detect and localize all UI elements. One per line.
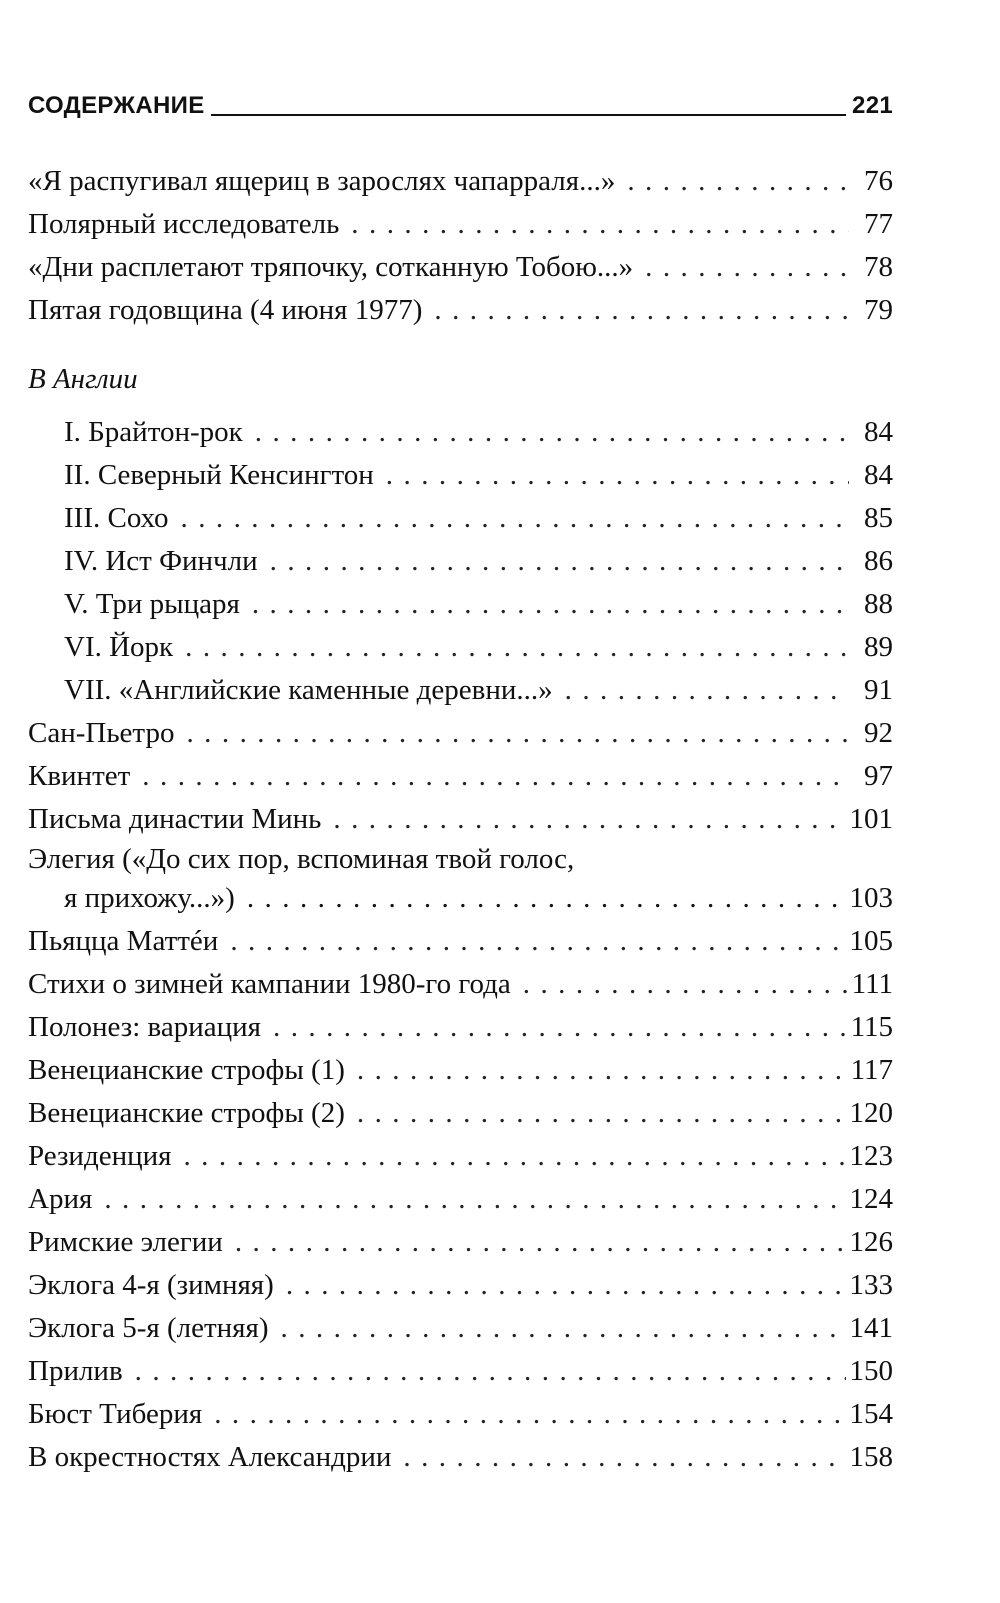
dot-leader — [273, 1006, 847, 1049]
toc-entry-page: 117 — [850, 1054, 893, 1086]
toc-entry-page: 91 — [864, 674, 893, 706]
dot-leader — [645, 246, 849, 289]
toc-entry-page: 78 — [864, 251, 893, 283]
toc-entry-page: 84 — [864, 416, 893, 448]
toc-entry[interactable] — [28, 454, 893, 497]
toc-entry[interactable] — [28, 1221, 893, 1264]
toc-entry-page: 101 — [849, 803, 893, 835]
dot-leader — [186, 712, 849, 755]
header-page-number: 221 — [852, 92, 893, 119]
toc-entry[interactable] — [28, 246, 893, 289]
dot-leader — [434, 289, 849, 332]
toc-entry[interactable] — [28, 1092, 893, 1135]
toc-entry-title: Резиденция — [28, 1140, 172, 1172]
toc-entry-page: 88 — [864, 588, 893, 620]
dot-leader — [235, 1221, 846, 1264]
toc-entry-page: 97 — [864, 760, 893, 792]
dot-leader — [230, 920, 845, 963]
dot-leader — [252, 583, 849, 626]
toc-entry[interactable] — [28, 712, 893, 755]
dot-leader — [386, 454, 849, 497]
toc-entry[interactable] — [28, 583, 893, 626]
toc-entry-title: VII. «Английские каменные деревни...» — [64, 674, 553, 706]
toc-entry-title: Сан-Пьетро — [28, 717, 175, 749]
toc-entry-page: 89 — [864, 631, 893, 663]
toc-entry[interactable] — [28, 411, 893, 454]
dot-leader — [181, 497, 850, 540]
toc-entry-title: V. Три рыцаря — [64, 588, 240, 620]
dot-leader — [333, 798, 845, 841]
toc-entry-page: 105 — [849, 925, 893, 957]
toc-entry-page: 76 — [864, 165, 893, 197]
toc-entry-page: 77 — [864, 208, 893, 240]
section-heading: В Англии — [28, 363, 138, 395]
toc-entry-elegy[interactable] — [28, 841, 893, 920]
toc-entry-title: II. Северный Кенсингтон — [64, 459, 374, 491]
toc-entry-page: 86 — [864, 545, 893, 577]
toc-entry-title: Квинтет — [28, 760, 131, 792]
toc-entry[interactable] — [28, 963, 893, 1006]
header-rule — [211, 114, 847, 116]
toc-entry-title: В окрестностях Александрии — [28, 1441, 392, 1473]
toc-entry-title: Венецианские строфы (1) — [28, 1054, 345, 1086]
dot-leader — [523, 963, 848, 1006]
toc-entry-page: 79 — [864, 294, 893, 326]
toc-entry-page: 92 — [864, 717, 893, 749]
toc-entry-title: Пьяцца Маттéи — [28, 925, 219, 957]
toc-entry[interactable] — [28, 289, 893, 332]
toc-entry[interactable] — [28, 1393, 893, 1436]
toc-entry-title: III. Сохо — [64, 502, 169, 534]
toc-entry-page: 120 — [849, 1097, 893, 1129]
toc-entry-title: «Дни расплетают тряпочку, сотканную Тобою...» — [28, 251, 634, 283]
dot-leader — [214, 1393, 845, 1436]
toc-group-bottom-a — [28, 712, 893, 841]
toc-entry-title: Ария — [28, 1183, 93, 1215]
dot-leader — [565, 669, 849, 712]
running-header — [28, 86, 893, 120]
dot-leader — [281, 1307, 846, 1350]
toc-entry-page: 115 — [850, 1011, 893, 1043]
toc-entry-page: 124 — [849, 1183, 893, 1215]
toc-entry-title: Письма династии Минь — [28, 803, 322, 835]
toc-entry[interactable] — [28, 1307, 893, 1350]
header-title: СОДЕРЖАНИЕ — [28, 92, 205, 119]
toc-entry-title-line1: Элегия («До сих пор, вспоминая твой голос, — [28, 843, 575, 875]
toc-entry-page: 150 — [849, 1355, 893, 1387]
dot-leader — [403, 1436, 845, 1479]
dot-leader — [247, 877, 846, 920]
dot-leader — [183, 1135, 845, 1178]
toc-entry-page: 103 — [849, 882, 893, 914]
toc-entry-page: 154 — [849, 1398, 893, 1430]
toc-entry-title: Прилив — [28, 1355, 123, 1387]
toc-entry[interactable] — [28, 1049, 893, 1092]
toc-entry-page: 111 — [851, 968, 893, 1000]
toc-entry-title: Полярный исследователь — [28, 208, 340, 240]
toc-entry[interactable] — [28, 755, 893, 798]
toc-entry-title: Эклога 4-я (зимняя) — [28, 1269, 274, 1301]
dot-leader — [286, 1264, 846, 1307]
toc-entry-title: IV. Ист Финчли — [64, 545, 258, 577]
toc-entry-title: I. Брайтон-рок — [64, 416, 243, 448]
toc-entry[interactable] — [28, 203, 893, 246]
dot-leader — [255, 411, 849, 454]
toc-entry-title: Римские элегии — [28, 1226, 223, 1258]
dot-leader — [135, 1350, 846, 1393]
toc-entry-title: «Я распугивал ящериц в зарослях чапарраля...» — [28, 165, 616, 197]
toc-entry-page: 84 — [864, 459, 893, 491]
toc-entry-page: 85 — [864, 502, 893, 534]
toc-entry-title: Пятая годовщина (4 июня 1977) — [28, 294, 423, 326]
toc-entry[interactable] — [28, 669, 893, 712]
dot-leader — [357, 1049, 847, 1092]
toc-entry-title: Бюст Тиберия — [28, 1398, 203, 1430]
toc-group-top — [28, 160, 893, 332]
toc-entry-title: Эклога 5-я (летняя) — [28, 1312, 269, 1344]
toc-entry[interactable] — [28, 920, 893, 963]
table-of-contents — [28, 160, 893, 1479]
toc-entry[interactable] — [28, 798, 893, 841]
dot-leader — [185, 626, 849, 669]
toc-entry[interactable] — [28, 160, 893, 203]
toc-entry-title: Венецианские строфы (2) — [28, 1097, 345, 1129]
toc-group-section — [28, 411, 893, 712]
toc-entry-page: 133 — [849, 1269, 893, 1301]
toc-entry[interactable] — [28, 540, 893, 583]
dot-leader — [142, 755, 849, 798]
toc-entry[interactable] — [28, 626, 893, 669]
toc-group-bottom-b — [28, 920, 893, 1479]
toc-entry-page: 123 — [849, 1140, 893, 1172]
dot-leader — [351, 203, 849, 246]
toc-entry[interactable] — [28, 1178, 893, 1221]
toc-entry-page: 141 — [849, 1312, 893, 1344]
toc-entry[interactable] — [28, 1264, 893, 1307]
dot-leader — [627, 160, 849, 203]
dot-leader — [104, 1178, 845, 1221]
toc-entry[interactable] — [28, 1436, 893, 1479]
toc-entry[interactable] — [28, 1135, 893, 1178]
toc-entry[interactable] — [28, 1350, 893, 1393]
dot-leader — [357, 1092, 846, 1135]
toc-entry-title-line2: я прихожу...») — [64, 882, 235, 914]
dot-leader — [270, 540, 849, 583]
toc-entry-page: 158 — [849, 1441, 893, 1473]
toc-entry-title: Стихи о зимней кампании 1980-го года — [28, 968, 511, 1000]
toc-entry[interactable] — [28, 1006, 893, 1049]
toc-entry-page: 126 — [849, 1226, 893, 1258]
toc-entry-title: VI. Йорк — [64, 631, 174, 663]
toc-entry[interactable] — [28, 497, 893, 540]
toc-entry-title: Полонез: вариация — [28, 1011, 261, 1043]
